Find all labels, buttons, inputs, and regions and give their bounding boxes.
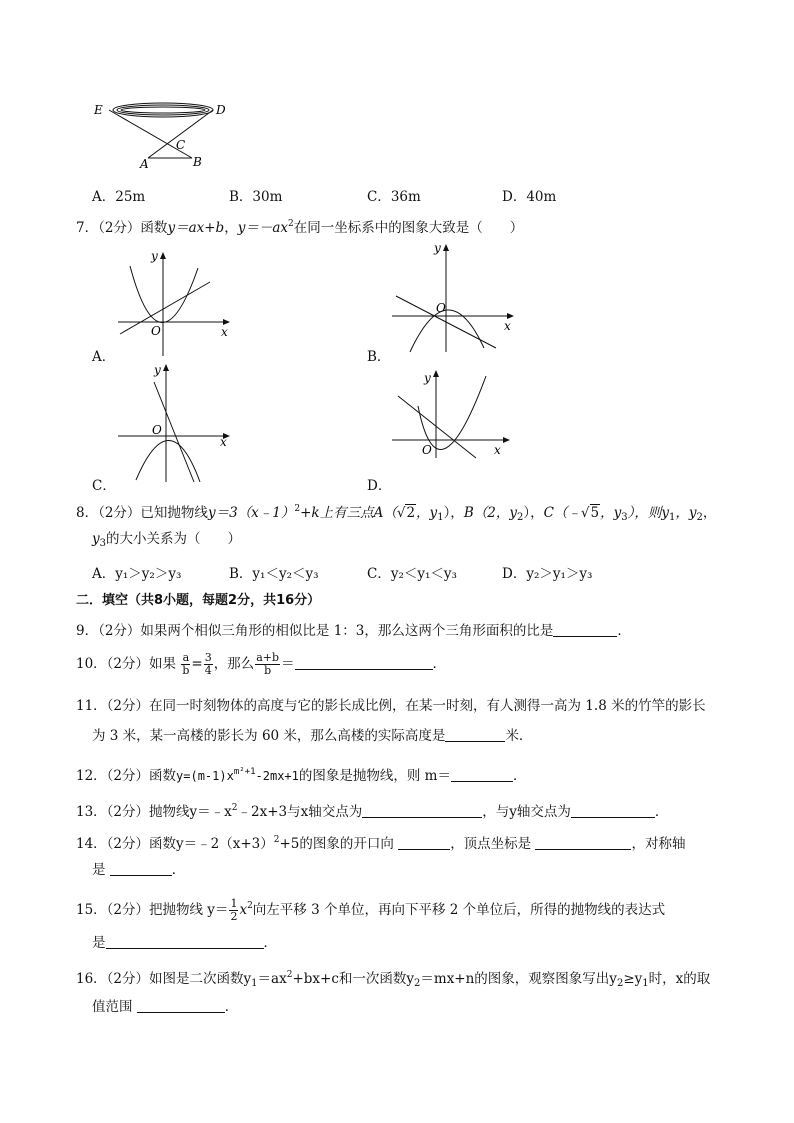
q13-blank-x[interactable] <box>362 804 482 818</box>
q9-answer-blank[interactable] <box>553 623 617 637</box>
triangle-figure <box>92 96 242 176</box>
q11-answer-blank[interactable] <box>445 728 505 742</box>
svg-text:y: y <box>424 371 431 385</box>
q8-question-line2: $y_3$的大小关系为（ ） <box>92 531 242 549</box>
q14-blank-axis[interactable] <box>110 862 172 876</box>
q16-question-line2: 值范围 ． <box>92 999 239 1015</box>
label-a: A <box>140 157 149 171</box>
svg-text:y: y <box>151 249 158 263</box>
svg-text:x: x <box>504 319 511 333</box>
q10-answer-blank[interactable] <box>295 656 433 670</box>
label-e: E <box>94 103 103 117</box>
q15-question-line1: 15．（2分）把抛物线 y＝ $\frac{1}{2}$ $x^2$向左平移 3 个单位，再向下平移 2 个单位后，所得的抛物线的表达式 <box>76 897 666 923</box>
q13-blank-y[interactable] <box>571 804 655 818</box>
q6-option-c: C．36m <box>367 189 421 205</box>
q16-question-line1: 16．（2分）如图是二次函数$y_1=ax^2+bx+c$和一次函数$y_2=mx+n$的图象，观察图象写出$y_2\ge y_1$时，x的取 <box>76 970 711 989</box>
q11-question-line1: 11．（2分）在同一时刻物体的高度与它的影长成比例，在某一时刻，有人测得一高为 1.8 米的竹竿的影长 <box>76 698 706 714</box>
svg-text:x: x <box>220 435 227 449</box>
q7-label-a: A． <box>92 349 116 365</box>
svg-text:x: x <box>221 325 228 339</box>
q7-graph-a <box>108 248 238 358</box>
q8-option-d: D．y₂＞y₁＞y₃ <box>502 566 593 582</box>
q9-question: 9．（2分）如果两个相似三角形的相似比是 1：3，那么这两个三角形面积的比是 ． <box>76 623 631 639</box>
q8-option-c: C．y₂＜y₁＜y₃ <box>367 566 457 582</box>
q7-question: 7．（2分）函数y＝ax+b，$y=-ax^2$在同一坐标系中的图象大致是（ ） <box>76 219 524 236</box>
q14-blank-direction[interactable] <box>398 836 450 850</box>
q15-answer-blank[interactable] <box>106 935 264 949</box>
q7-label-b: B． <box>367 349 391 365</box>
svg-text:y: y <box>154 363 161 377</box>
q14-question-line2: 是 ． <box>92 862 186 878</box>
q8-option-b: B．y₁＜y₂＜y₃ <box>229 566 319 582</box>
q10-question: 10．（2分）如果 $\frac{a}{b}$ = $\frac{3}{4}$ ，那么 $\frac{a+b}{b}$ ＝ ． <box>76 651 447 677</box>
q8-option-a: A．y₁＞y₂＞y₃ <box>92 566 182 582</box>
section-2-heading: 二．填空（共8小题，每题2分，共16分） <box>76 593 321 608</box>
label-d: D <box>216 103 226 117</box>
svg-text:O: O <box>422 443 432 457</box>
svg-text:O: O <box>151 324 161 338</box>
svg-text:O: O <box>152 423 162 437</box>
q7-label-c: C． <box>92 478 116 494</box>
q7-graph-c <box>108 360 238 485</box>
q8-question-line1: 8．（2分）已知抛物线y＝3（x﹣1）$^2$+k上有三点A（√2，$y_1$），B（2，$y_2$），C（﹣√5，$y_3$），则$y_1$，$y_2$， <box>76 504 717 523</box>
q14-blank-vertex[interactable] <box>535 836 631 850</box>
q7-label-d: D． <box>367 478 392 494</box>
q6-option-b: B．30m <box>229 189 283 205</box>
q16-answer-blank[interactable] <box>137 999 225 1013</box>
q6-option-a: A．25m <box>92 189 146 205</box>
svg-text:x: x <box>494 443 501 457</box>
q12-answer-blank[interactable] <box>451 768 513 782</box>
q7-graph-d <box>388 366 518 461</box>
q14-question-line1: 14．（2分）函数$y=﹣2(x+3)^2+5$的图象的开口向 ，顶点坐标是 ，对称轴 <box>76 835 686 852</box>
q13-question: 13．（2分）抛物线$y=﹣x^2﹣2x+3$与x轴交点为 ，与y轴交点为 ． <box>76 803 669 820</box>
svg-text:y: y <box>434 241 441 255</box>
svg-text:O: O <box>436 301 446 315</box>
q7-graph-b <box>388 240 518 355</box>
label-b: B <box>193 155 202 169</box>
q11-question-line2: 为 3 米，某一高楼的影长为 60 米，那么高楼的实际高度是 米． <box>92 728 533 744</box>
q12-question: 12．（2分）函数$y=(m-1)x^{m^2+1}-2mx+1$的图象是抛物线，则 m＝ ． <box>76 767 527 784</box>
q15-question-line2: 是 ． <box>92 935 277 951</box>
label-c: C <box>176 138 186 152</box>
q6-option-d: D．40m <box>502 189 557 205</box>
